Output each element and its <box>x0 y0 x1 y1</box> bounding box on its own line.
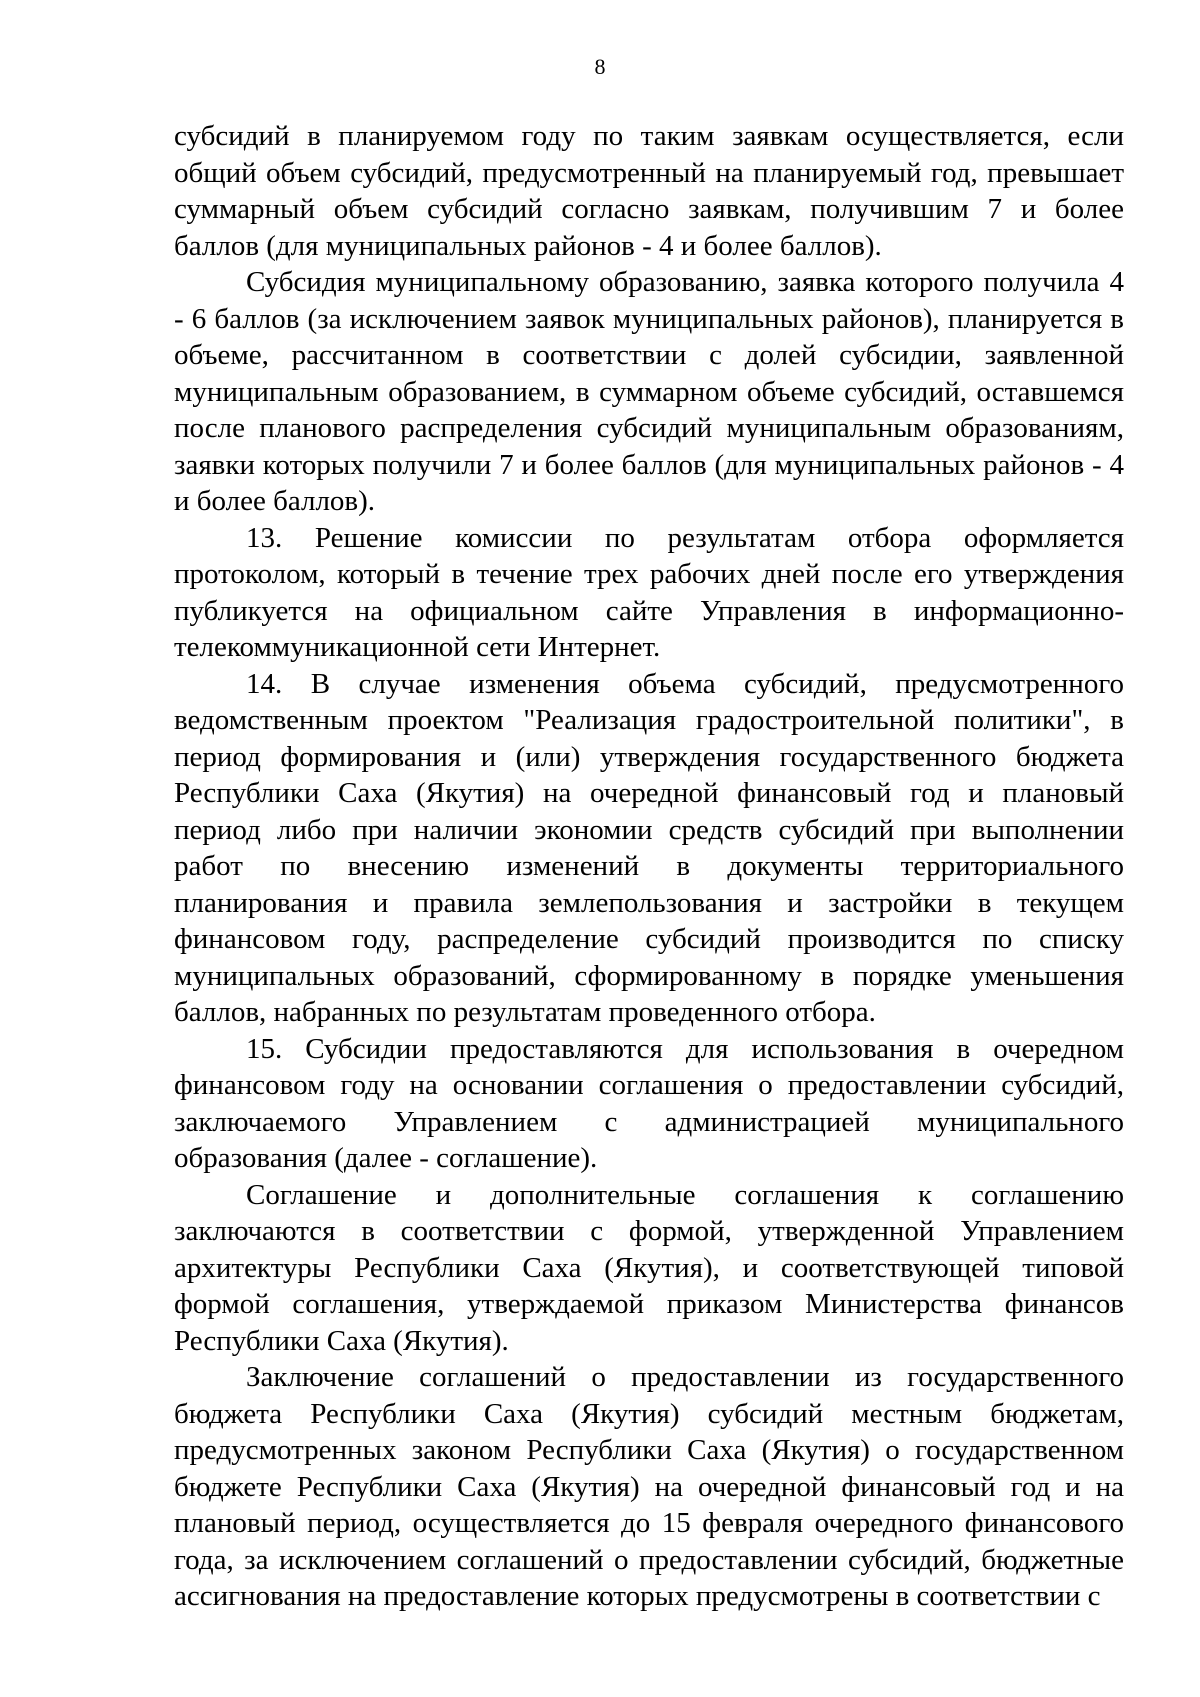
page-number: 8 <box>594 54 606 79</box>
paragraph-continuation: субсидий в планируемом году по таким заявкам осуществляется, если общий объем субсидий, предусмотренный на планируемый год, превышает суммарный объем субсидий согласно заявкам, получившим 7 и более баллов (для муниципальных районов - 4 и более баллов). <box>174 120 1124 262</box>
paragraph-clause-15: 15. Субсидии предоставляются для использования в очередном финансовом году на основании соглашения о предоставлении субсидий, заключаемого Управлением с администрацией муниципального образования (далее - соглашение). <box>174 1032 1124 1174</box>
document-body <box>174 118 1124 1615</box>
paragraph-subsidy-4-6-points: Субсидия муниципальному образованию, заявка которого получила 4 - 6 баллов (за исключением заявок муниципальных районов), планируется в объеме, рассчитанном в соответствии с долей субсидии, заявленной муниципальным образованием, в суммарном объеме субсидий, оставшемся после планового распределения субсидий муниципальным образованиям, заявки которых получили 7 и более баллов (для муниципальных районов - 4 и более баллов). <box>174 266 1124 517</box>
paragraph-clause-14: 14. В случае изменения объема субсидий, предусмотренного ведомственным проектом "Реализация градостроительной политики", в период формирования и (или) утверждения государственного бюджета Республики Саха (Якутия) на очередной финансовый год и плановый период либо при наличии экономии средств субсидий при выполнении работ по внесению изменений в документы территориального планирования и правила землепользования и застройки в текущем финансовом году, распределение субсидий производится по списку муниципальных образований, сформированному в порядке уменьшения баллов, набранных по результатам проведенного отбора. <box>174 667 1124 1028</box>
paragraph-agreement-form: Соглашение и дополнительные соглашения к соглашению заключаются в соответствии с формой, утвержденной Управлением архитектуры Республики Саха (Якутия), и соответствующей типовой формой соглашения, утверждаемой приказом Министерства финансов Республики Саха (Якутия). <box>174 1178 1124 1357</box>
paragraph-clause-13: 13. Решение комиссии по результатам отбора оформляется протоколом, который в течение трех рабочих дней после его утверждения публикуется на официальном сайте Управления в информационно-телекоммуникационной сети Интернет. <box>174 521 1124 663</box>
paragraph-agreement-deadline: Заключение соглашений о предоставлении из государственного бюджета Республики Саха (Якутия) субсидий местным бюджетам, предусмотренных законом Республики Саха (Якутия) о государственном бюджете Республики Саха (Якутия) на очередной финансовый год и на плановый период, осуществляется до 15 февраля очередного финансового года, за исключением соглашений о предоставлении субсидий, бюджетные ассигнования на предоставление которых предусмотрены в соответствии с <box>174 1361 1124 1612</box>
